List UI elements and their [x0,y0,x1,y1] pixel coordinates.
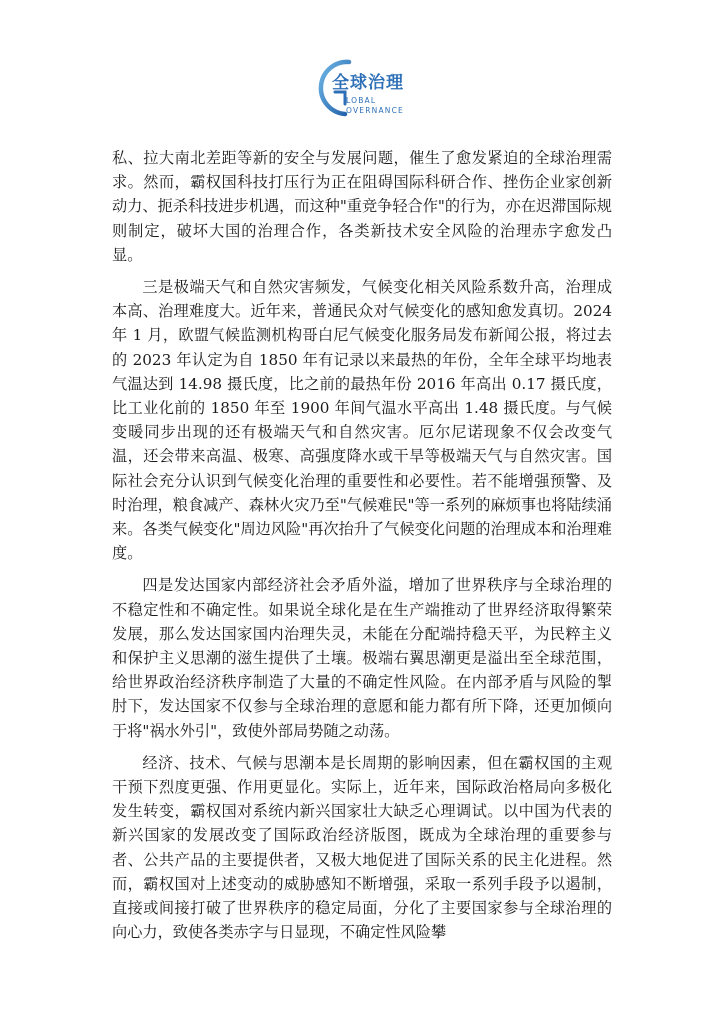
paragraph-continued: 私、拉大南北差距等新的安全与发展问题，催生了愈发紧迫的全球治理需求。然而，霸权国科技打压行为正在阻碍国际科研合作、挫伤企业家创新动力、扼杀科技进步机遇，而这种"重竞争轻合作"的行为，亦在迟滞国际规则制定，破坏大国的治理合作，各类新技术安全风险的治理赤字愈发凸显。 [112,149,612,264]
paragraph-hegemony: 经济、技术、气候与思潮本是长周期的影响因素，但在霸权国的主观干预下烈度更强、作用更显化。实际上，近年来，国际政治格局向多极化发生转变，霸权国对系统内新兴国家壮大缺乏心理调试。以中国为代表的新兴国家的发展改变了国际政治经济版图，既成为全球治理的重要参与者、公共产品的主要提供者，又极大地促进了国际关系的民主化进程。然而，霸权国对上述变动的威胁感知不断增强，采取一系列手段予以遏制，直接或间接打破了世界秩序的稳定局面，分化了主要国家参与全球治理的向心力，致使各类赤字与日显现，不确定性风险攀 [112,753,612,942]
paragraph-climate: 三是极端天气和自然灾害频发，气候变化相关风险系数升高，治理成本高、治理难度大。近年来，普通民众对气候变化的感知愈发真切。2024 年 1 月，欧盟气候监测机构哥白尼气候变化服务局发布新闻公报，将过去的 2023 年认定为自 1850 年有记录以来最热的年份，全年全球平均地表气温达到 14.98 摄氏度，比之前的最热年份 2016 年高出 0.17 摄氏度，比工业化前的 1850 年至 1900 年间气温水平高出 1.48 摄氏度。与气候变暖同步出现的还有极端天气和自然灾害。厄尔尼诺现象不仅会改变气温，还会带来高温、极寒、高强度降水或干旱等极端天气与自然灾害。国际社会充分认识到气候变化治理的重要性和必要性。若不能增强预警、及时治理，粮食减产、森林火灾乃至"气候难民"等一系列的麻烦事也将陆续涌来。各类气候变化"周边风险"再次抬升了气候变化问题的治理成本和治理难度。 [112,278,612,563]
logo-english-line2: OVERNANCE [346,106,404,115]
logo-chinese-text: 全球治理 [332,73,404,93]
logo-english-line1: LOBAL [346,96,377,105]
article-body [112,146,612,953]
global-governance-logo [305,52,425,122]
paragraph-developed-countries: 四是发达国家内部经济社会矛盾外溢，增加了世界秩序与全球治理的不稳定性和不确定性。如果说全球化是在生产端推动了世界经济取得繁荣发展，那么发达国家国内治理失灵，未能在分配端持稳天平，为民粹主义和保护主义思潮的滋生提供了土壤。极端右翼思潮更是溢出至全球范围，给世界政治经济秩序制造了大量的不确定性风险。在内部矛盾与风险的掣肘下，发达国家不仅参与全球治理的意愿和能力都有所下降，还更加倾向于将"祸水外引"，致使外部局势随之动荡。 [112,576,612,740]
page-header [0,52,724,122]
